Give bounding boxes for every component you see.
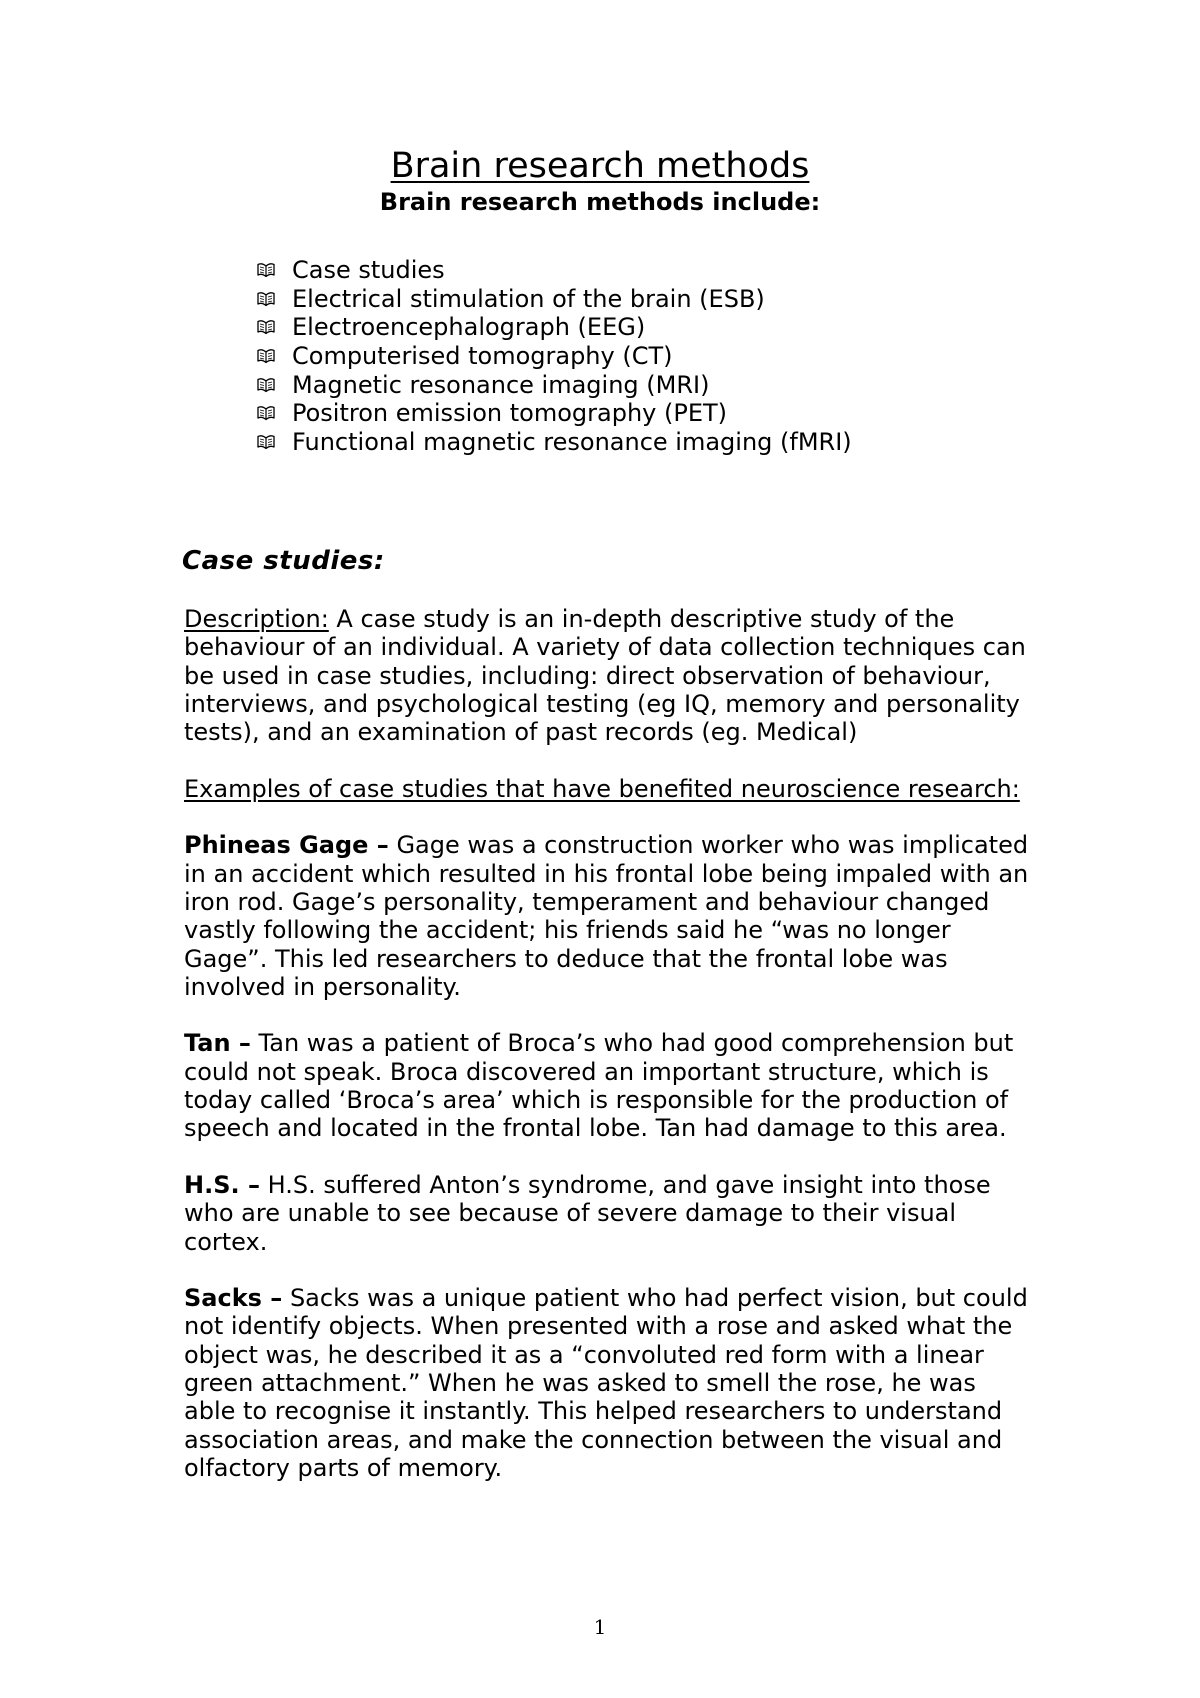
method-label: Positron emission tomography (PET)	[292, 399, 728, 428]
example-paragraph	[184, 831, 1034, 1001]
methods-list	[256, 256, 852, 456]
case-studies-body	[184, 605, 1034, 1511]
example-text: H.S. suffered Anton’s syndrome, and gave insight into those who are unable to see because of severe damage to their visual cortex.	[184, 1170, 991, 1256]
page-subtitle: Brain research methods include:	[379, 188, 821, 216]
examples-heading: Examples of case studies that have benefited neuroscience research:	[184, 774, 1020, 803]
example-paragraph	[184, 1171, 1034, 1256]
open-book-icon	[256, 375, 276, 395]
example-text: Sacks was a unique patient who had perfect vision, but could not identify objects. When presented with a rose and asked what the object was, he described it as a “convoluted red form with a linear green attachment.” When he was asked to smell the rose, he was able to recognise it instantly. This helped researchers to understand association areas, and make the connection between the visual and olfactory parts of memory.	[184, 1284, 1028, 1482]
open-book-icon	[256, 289, 276, 309]
list-item	[256, 342, 852, 371]
example-name: Phineas Gage –	[184, 831, 389, 860]
description-label: Description:	[184, 605, 329, 633]
list-item	[256, 399, 852, 428]
case-studies-heading: Case studies:	[182, 546, 385, 576]
method-label: Electroencephalograph (EEG)	[292, 313, 646, 342]
open-book-icon	[256, 346, 276, 366]
list-item	[256, 313, 852, 342]
method-label: Computerised tomography (CT)	[292, 342, 673, 371]
open-book-icon	[256, 260, 276, 280]
open-book-icon	[256, 317, 276, 337]
example-text: Tan was a patient of Broca’s who had good comprehension but could not speak. Broca discovered an important structure, which is today called ‘Broca’s area’ which is responsible for the production of speech and located in the frontal lobe. Tan had damage to this area.	[184, 1029, 1014, 1143]
list-item	[256, 285, 852, 314]
list-item	[256, 370, 852, 399]
list-item	[256, 428, 852, 457]
method-label: Electrical stimulation of the brain (ESB)	[292, 284, 765, 313]
example-name: Sacks –	[184, 1284, 283, 1313]
method-label: Functional magnetic resonance imaging (fMRI)	[292, 427, 852, 456]
example-paragraph	[184, 1029, 1034, 1142]
example-text: Gage was a construction worker who was implicated in an accident which resulted in his frontal lobe being impaled with an iron rod. Gage’s personality, temperament and behaviour changed vastly following the accident; his friends said he “was no longer Gage”. This led researchers to deduce that the frontal lobe was involved in personality.	[184, 831, 1029, 1001]
page-number: 1	[593, 1615, 607, 1639]
open-book-icon	[256, 403, 276, 423]
open-book-icon	[256, 432, 276, 452]
example-name: H.S. –	[184, 1170, 260, 1199]
description-paragraph	[184, 605, 1034, 746]
description-text: A case study is an in-depth descriptive study of the behaviour of an individual. A variety of data collection techniques can be used in case studies, including: direct observation of behaviour, interviews, and psychological testing (eg IQ, memory and personality tests), and an examination of past records (eg. Medical)	[184, 605, 1026, 747]
list-item	[256, 256, 852, 285]
method-label: Case studies	[292, 256, 445, 285]
method-label: Magnetic resonance imaging (MRI)	[292, 370, 710, 399]
example-paragraph	[184, 1284, 1034, 1482]
example-name: Tan –	[184, 1029, 251, 1058]
page-title: Brain research methods	[390, 146, 810, 186]
